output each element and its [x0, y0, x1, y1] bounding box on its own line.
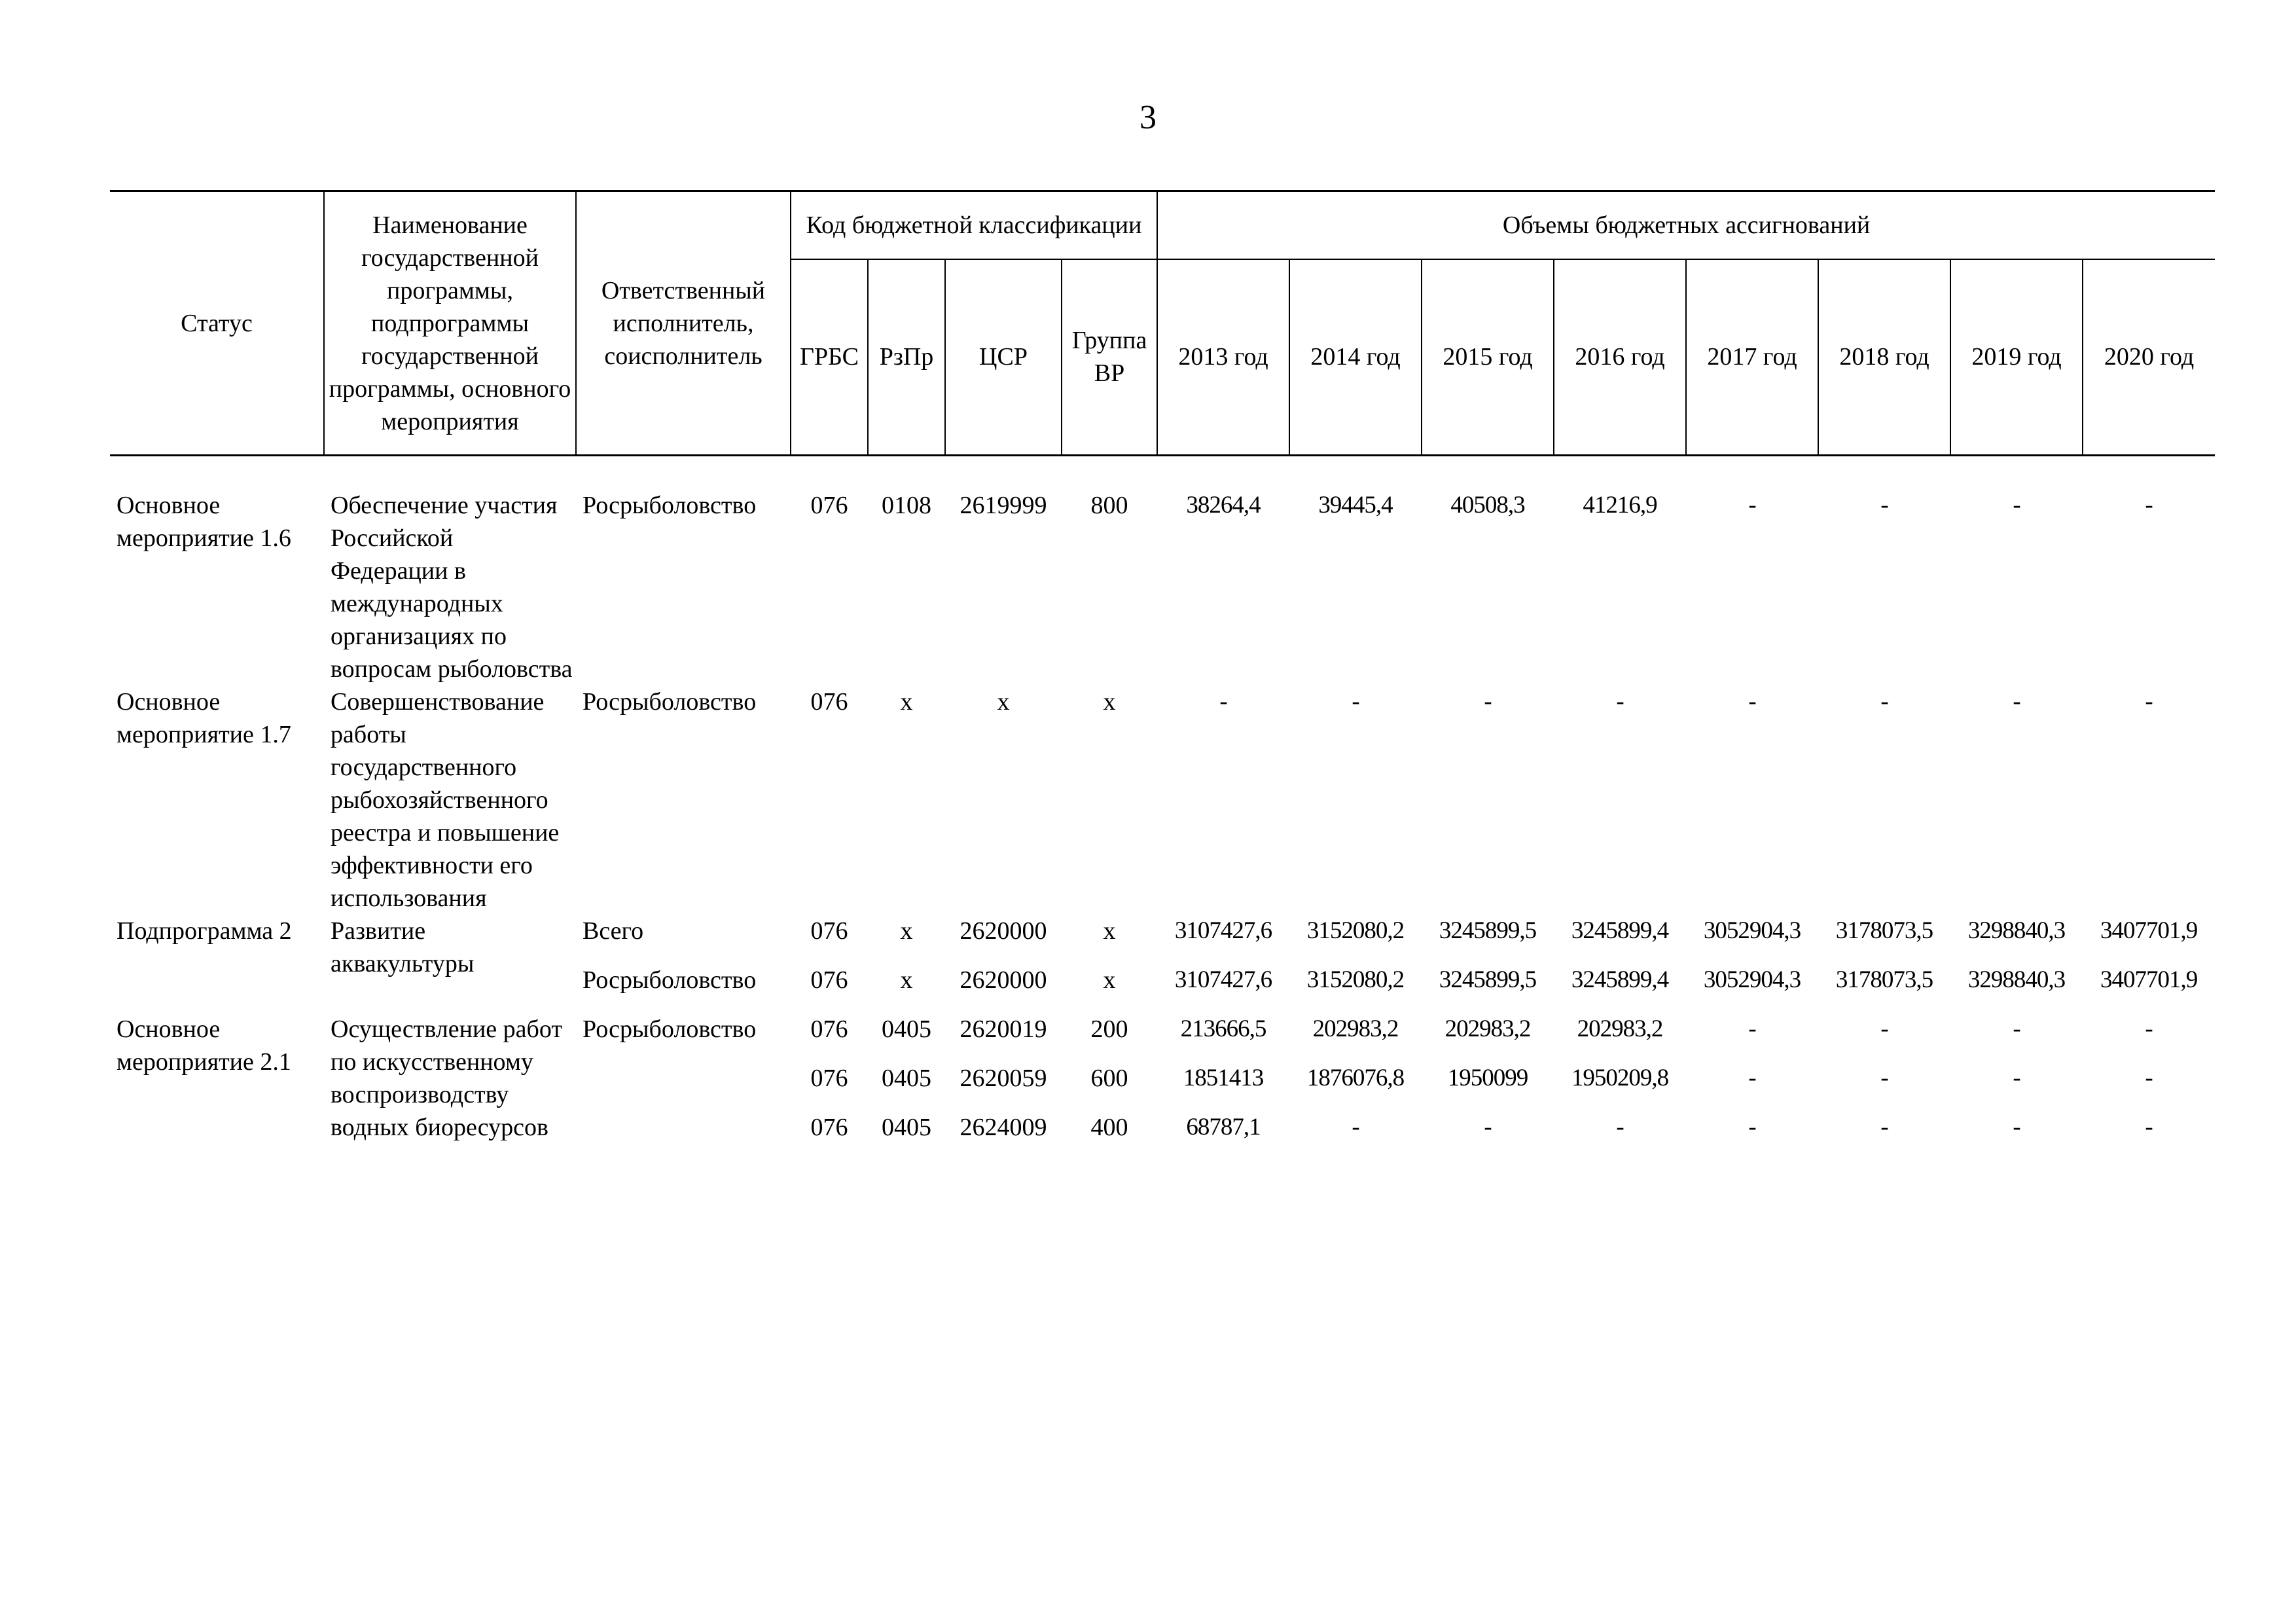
- budget-code-header: Код бюджетной классификации: [791, 191, 1157, 259]
- year-header: 2014 год: [1289, 259, 1422, 456]
- vr-cell: 800: [1090, 492, 1128, 519]
- amount-cell: 3245899,5: [1439, 917, 1537, 944]
- executor-cell: Росрыболовство: [583, 688, 757, 716]
- amount-cell: -: [2013, 1114, 2020, 1140]
- amount-cell: -: [2145, 1065, 2153, 1091]
- amount-cell: -: [1748, 1065, 1756, 1091]
- vr-cell: х: [1103, 917, 1116, 945]
- vr-cell: 400: [1090, 1114, 1128, 1141]
- amount-cell: -: [2145, 1015, 2153, 1042]
- amount-cell: 39445,4: [1318, 492, 1393, 519]
- csr-cell: 2620000: [960, 917, 1047, 945]
- year-header: 2016 год: [1554, 259, 1686, 456]
- year-header: 2018 год: [1818, 259, 1950, 456]
- grbs-cell: 076: [810, 1114, 848, 1141]
- amount-cell: 3152080,2: [1306, 917, 1405, 944]
- status-cell: Основное мероприятие 2.1: [117, 1015, 291, 1076]
- executor-cell: [576, 1062, 791, 1111]
- amount-cell: -: [2145, 1114, 2153, 1140]
- amount-cell: -: [1748, 1114, 1756, 1140]
- year-header: 2019 год: [1950, 259, 2083, 456]
- name-cell: Обеспечение участия Российской Федерации в международных организациях по вопросам рыболовства: [331, 492, 573, 683]
- table-header: [110, 191, 2215, 456]
- amount-cell: 1851413: [1183, 1065, 1264, 1091]
- year-header: 2020 год: [2083, 259, 2215, 456]
- amount-cell: 3298840,3: [1967, 917, 2066, 944]
- amount-cell: 40508,3: [1450, 492, 1525, 519]
- vr-cell: 200: [1090, 1015, 1128, 1043]
- amount-cell: -: [2013, 1015, 2020, 1042]
- rzpr-cell: 0108: [882, 492, 931, 519]
- table-row: [110, 915, 2215, 964]
- page-number: 3: [1139, 99, 1157, 136]
- volumes-header: Объемы бюджетных ассигнований: [1157, 191, 2215, 259]
- amount-cell: 202983,2: [1312, 1015, 1399, 1042]
- rzpr-cell: 0405: [882, 1065, 931, 1092]
- grbs-cell: 076: [810, 492, 848, 519]
- table-row: [110, 1013, 2215, 1062]
- csr-cell: 2620019: [960, 1015, 1047, 1043]
- executor-cell: Росрыболовство: [583, 966, 757, 994]
- amount-cell: 213666,5: [1180, 1015, 1266, 1042]
- amount-cell: 3245899,5: [1439, 966, 1537, 993]
- amount-cell: -: [1880, 1015, 1888, 1042]
- csr-cell: 2620000: [960, 966, 1047, 994]
- amount-cell: 3052904,3: [1703, 917, 1801, 944]
- amount-cell: 41216,9: [1583, 492, 1657, 519]
- status-cell: Подпрограмма 2: [117, 917, 292, 945]
- csr-cell: 2619999: [960, 492, 1047, 519]
- amount-cell: 3052904,3: [1703, 966, 1801, 993]
- amount-cell: -: [1616, 688, 1624, 715]
- rzpr-cell: х: [900, 917, 913, 945]
- amount-cell: -: [1616, 1114, 1624, 1140]
- executor-cell: Росрыболовство: [583, 492, 757, 519]
- name-cell: Совершенствование работы государственного рыбохозяйственного реестра и повышение эффективности его использования: [331, 688, 560, 912]
- amount-cell: 3407701,9: [2100, 966, 2198, 993]
- amount-cell: -: [1219, 688, 1227, 715]
- amount-cell: 3245899,4: [1571, 966, 1669, 993]
- rzpr-header: РзПр: [868, 259, 945, 456]
- status-header: Статус: [110, 191, 324, 456]
- budget-table: [110, 190, 2215, 1160]
- grbs-cell: 076: [810, 966, 848, 994]
- amount-cell: 202983,2: [1577, 1015, 1663, 1042]
- grbs-cell: 076: [810, 688, 848, 716]
- status-cell: Основное мероприятие 1.7: [117, 688, 291, 748]
- name-header: Наименование государственной программы, подпрограммы государственной программы, основного мероприятия: [324, 191, 576, 456]
- year-header: 2015 год: [1422, 259, 1554, 456]
- amount-cell: -: [1880, 688, 1888, 715]
- amount-cell: -: [2145, 688, 2153, 715]
- table-body: [110, 456, 2215, 1161]
- vr-header: Группа ВР: [1062, 259, 1157, 456]
- table-row: [110, 685, 2215, 915]
- year-header: 2017 год: [1686, 259, 1818, 456]
- amount-cell: -: [1748, 688, 1756, 715]
- amount-cell: 68787,1: [1186, 1114, 1261, 1140]
- amount-cell: 1876076,8: [1306, 1065, 1405, 1091]
- csr-cell: 2620059: [960, 1065, 1047, 1092]
- executor-cell: [576, 1111, 791, 1160]
- grbs-cell: 076: [810, 1065, 848, 1092]
- amount-cell: -: [2145, 492, 2153, 519]
- amount-cell: 3107427,6: [1174, 917, 1272, 944]
- amount-cell: -: [1352, 688, 1359, 715]
- amount-cell: -: [1880, 1114, 1888, 1140]
- amount-cell: -: [2013, 688, 2020, 715]
- rzpr-cell: х: [900, 688, 913, 716]
- amount-cell: -: [2013, 492, 2020, 519]
- executor-cell: Росрыболовство: [583, 1015, 757, 1043]
- amount-cell: -: [1352, 1114, 1359, 1140]
- vr-cell: 600: [1090, 1065, 1128, 1092]
- amount-cell: -: [1748, 1015, 1756, 1042]
- amount-cell: 3152080,2: [1306, 966, 1405, 993]
- amount-cell: 3245899,4: [1571, 917, 1669, 944]
- amount-cell: 1950099: [1447, 1065, 1528, 1091]
- rzpr-cell: 0405: [882, 1114, 931, 1141]
- amount-cell: 3178073,5: [1835, 966, 1933, 993]
- grbs-cell: 076: [810, 917, 848, 945]
- amount-cell: 3178073,5: [1835, 917, 1933, 944]
- name-cell: Осуществление работ по искусственному воспроизводству водных биоресурсов: [331, 1015, 562, 1141]
- amount-cell: 3107427,6: [1174, 966, 1272, 993]
- rzpr-cell: 0405: [882, 1015, 931, 1043]
- year-header: 2013 год: [1157, 259, 1289, 456]
- status-cell: Основное мероприятие 1.6: [117, 492, 291, 552]
- csr-header: ЦСР: [945, 259, 1062, 456]
- amount-cell: -: [2013, 1065, 2020, 1091]
- grbs-cell: 076: [810, 1015, 848, 1043]
- amount-cell: -: [1880, 1065, 1888, 1091]
- name-cell: Развитие аквакультуры: [331, 917, 475, 977]
- amount-cell: 3298840,3: [1967, 966, 2066, 993]
- amount-cell: -: [1880, 492, 1888, 519]
- vr-cell: х: [1103, 688, 1116, 716]
- amount-cell: 3407701,9: [2100, 917, 2198, 944]
- grbs-header: ГРБС: [791, 259, 868, 456]
- csr-cell: 2624009: [960, 1114, 1047, 1141]
- amount-cell: -: [1748, 492, 1756, 519]
- csr-cell: х: [997, 688, 1010, 716]
- executor-cell: Всего: [583, 917, 644, 945]
- amount-cell: -: [1484, 1114, 1492, 1140]
- executor-header: Ответственный исполнитель, соисполнитель: [576, 191, 791, 456]
- table-row: [110, 489, 2215, 685]
- amount-cell: 38264,4: [1186, 492, 1261, 519]
- amount-cell: 202983,2: [1444, 1015, 1531, 1042]
- amount-cell: -: [1484, 688, 1492, 715]
- vr-cell: х: [1103, 966, 1116, 994]
- rzpr-cell: х: [900, 966, 913, 994]
- amount-cell: 1950209,8: [1571, 1065, 1669, 1091]
